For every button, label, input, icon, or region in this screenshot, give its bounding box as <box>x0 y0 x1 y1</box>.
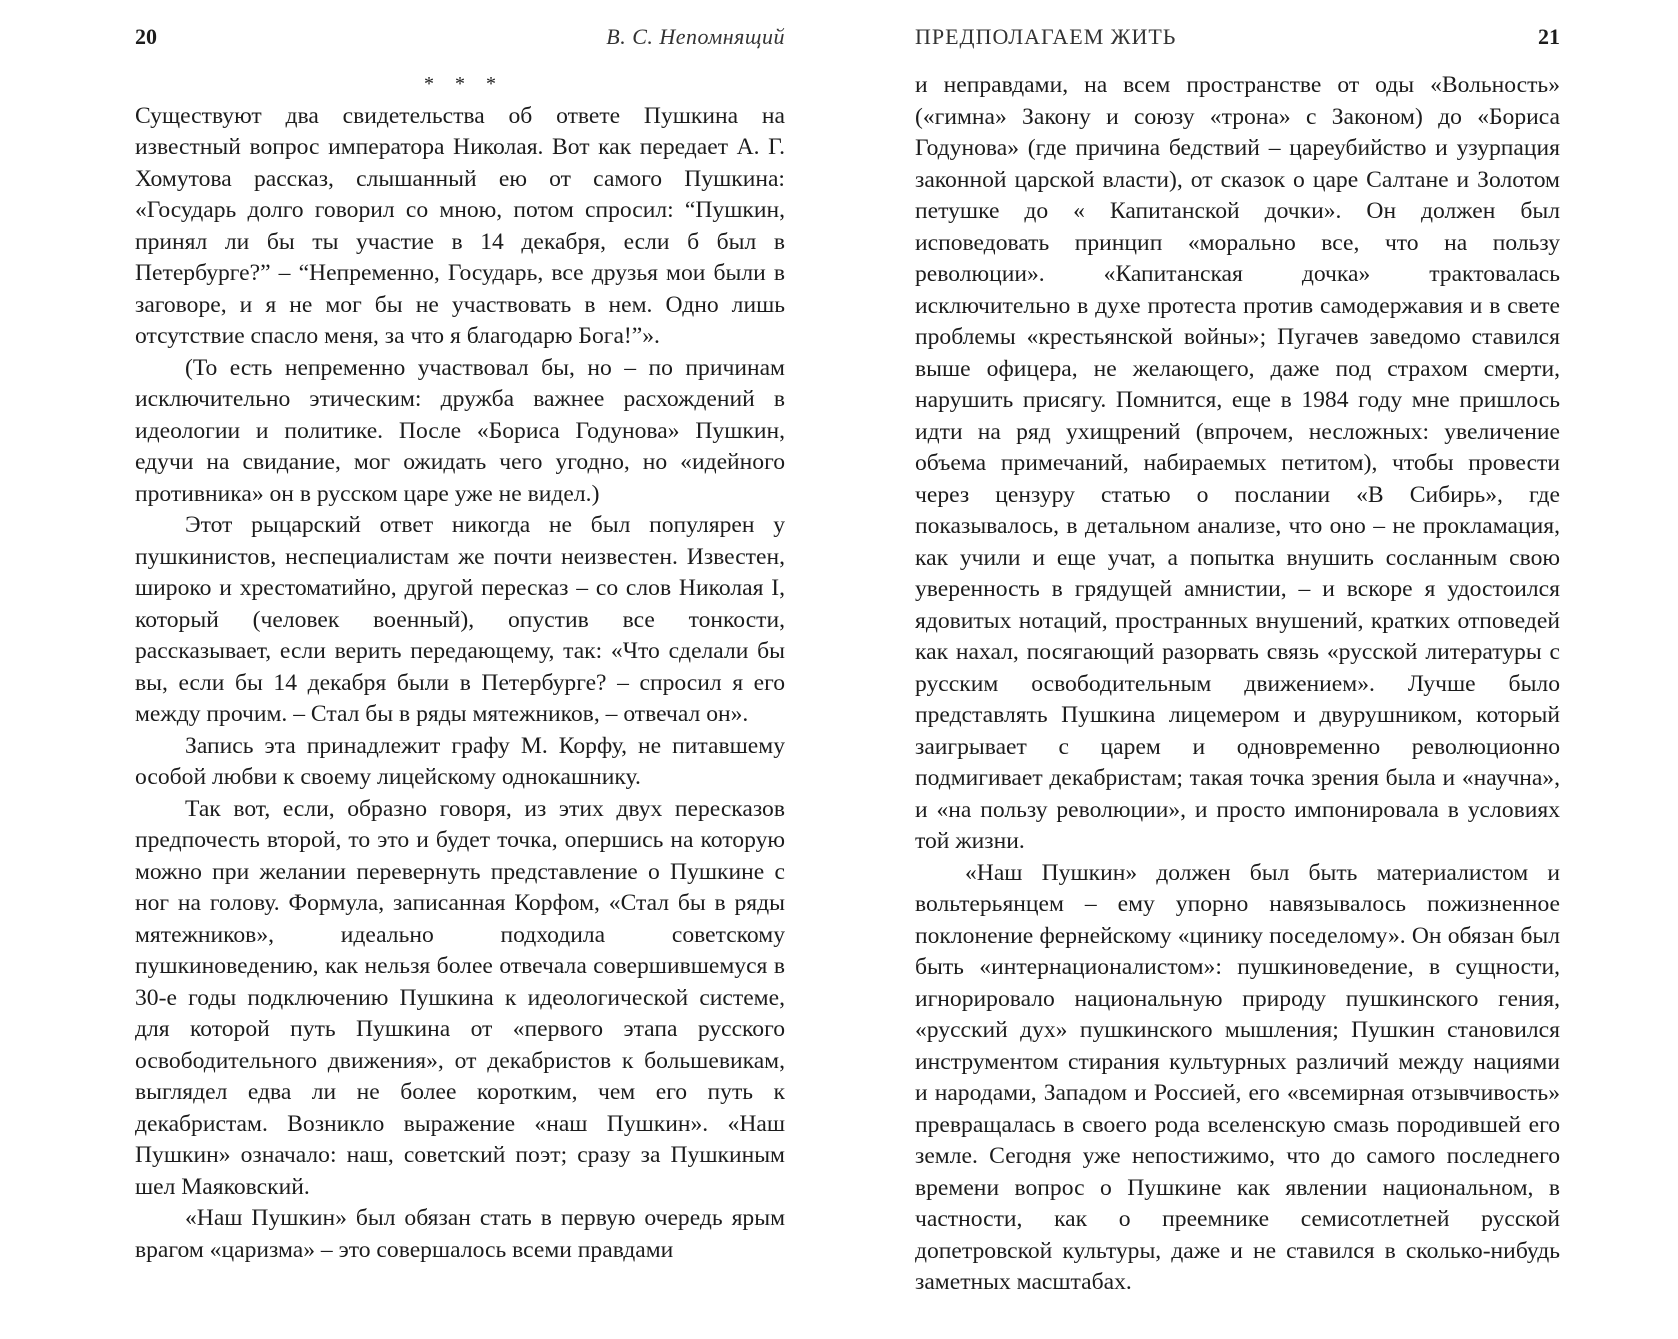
paragraph: «Наш Пушкин» был обязан стать в первую очередь ярым врагом «царизма» – это совершалось всеми правдами <box>135 1205 785 1263</box>
paragraph: и неправдами, на всем пространстве от оды «Вольность» («гимна» Закону и союзу «трона» с Законом) до «Бориса Годунова» (где причина бедствий – цареубийство и узурпация законной царской власти), от сказок о царе Салтане и Золотом петушке до « Капитанской дочки». Он должен был исповедовать принцип «морально все, что на пользу революции». «Капитанская дочка» трактовалась исключительно в духе протеста против самодержавия и в свете проблемы «крестьянской войны»; Пугачев заведомо ставился выше офицера, не желающего, даже под страхом смерти, нарушить присягу. Помнится, еще в 1984 году мне пришлось идти на ряд ухищрений (впрочем, несложных: увеличение объема примечаний, набираемых петитом), чтобы провести через цензуру статью о послании «В Сибирь», где показывалось, в детальном анализе, что оно – не прокламация, как учили и еще учат, а попытка внушить сосланным свою уверенность в грядущей амнистии, – и вскоре я удостоился ядовитых нотаций, пространных внушений, кратких отповедей как нахал, посягающий разорвать связь «русской литературы с русским освободительным движением». Лучше было представлять Пушкина лицемером и двурушником, который заигрывает с царем и одновременно революционно подмигивает декабристам; такая точка зрения была и «научна», и «на пользу революции», и просто импонировала в условиях той жизни. <box>915 72 1560 854</box>
left-running-head <box>135 24 785 56</box>
left-page <box>135 0 785 1339</box>
right-running-head <box>915 24 1560 56</box>
left-text-block <box>135 69 785 1266</box>
section-separator: * * * <box>424 73 504 95</box>
left-page-number: 20 <box>135 24 157 49</box>
right-page <box>915 0 1560 1339</box>
paragraph: Этот рыцарский ответ никогда не был популярен у пушкинистов, неспециалистам же почти неизвестен. Известен, широко и хрестоматийно, другой пересказ – со слов Николая I, который (человек военный), опустив все тонкости, рассказывает, если верить передающему, так: «Что сделали бы вы, если бы 14 декабря были в Петербурге? – спросил я его между прочим. – Стал бы в ряды мятежников, – отвечал он». <box>135 512 785 727</box>
paragraph: «Наш Пушкин» должен был быть материалистом и вольтерьянцем – ему упорно навязывалось пожизненное поклонение фернейскому «цинику поседелому». Он обязан был быть «интернационалистом»: пушкиноведение, в сущности, игнорировало национальную природу пушкинского гения, «русский дух» пушкинского мышления; Пушкин становился инструментом стирания культурных различий между нациями и народами, Западом и Россией, его «всемирная отзывчивость» превращалась в своего рода вселенскую смазь породившей его земле. Сегодня уже непостижимо, что до самого последнего времени вопрос о Пушкине как явлении национальном, в частности, как о преемнике семисотлетней русской допетровской культуры, даже и не ставился в сколько-нибудь заметных масштабах. <box>915 859 1560 1295</box>
paragraph: Так вот, если, образно говоря, из этих двух пересказов предпочесть второй, то это и будет точка, опершись на которую можно при желании перевернуть представление о Пушкине с ног на голову. Формула, записанная Корфом, «Стал бы в ряды мятежников», идеально подходила советскому пушкиноведению, как нельзя более отвечала совершившемуся в 30-е годы подключению Пушкина к идеологической системе, для которой путь Пушкина от «первого этапа русского освободительного движения», от декабристов к большевикам, выглядел едва ли не более коротким, чем его путь к декабристам. Возникло выражение «наш Пушкин». «Наш Пушкин» означало: наш, советский поэт; сразу за Пушкиным шел Маяковский. <box>135 795 785 1200</box>
paragraph: Существуют два свидетельства об ответе Пушкина на известный вопрос императора Николая. Вот как передает А. Г. Хомутова рассказ, слышанный ею от самого Пушкина: «Государь долго говорил со мною, потом спросил: “Пушкин, принял ли бы ты участие в 14 декабря, если б был в Петербурге?” – “Непременно, Государь, все друзья мои были в заговоре, и я не мог бы не участвовать в нем. Одно лишь отсутствие спасло меня, за что я благодарю Бога!”». <box>135 102 785 349</box>
right-page-number: 21 <box>1538 24 1560 49</box>
left-author-header: В. С. Непомнящий <box>606 24 785 49</box>
right-text-block <box>915 70 1560 1299</box>
right-title-header: ПРЕДПОЛАГАЕМ ЖИТЬ <box>915 24 1177 49</box>
paragraph: (То есть непременно участвовал бы, но – по причинам исключительно этическим: дружба важнее расхождений в идеологии и политике. После «Бориса Годунова» Пушкин, едучи на свидание, мог ожидать чего угодно, но «идейного противника» он в русском царе уже не видел.) <box>135 354 785 507</box>
paragraph: Запись эта принадлежит графу М. Корфу, не питавшему особой любви к своему лицейскому однокашнику. <box>135 732 785 790</box>
